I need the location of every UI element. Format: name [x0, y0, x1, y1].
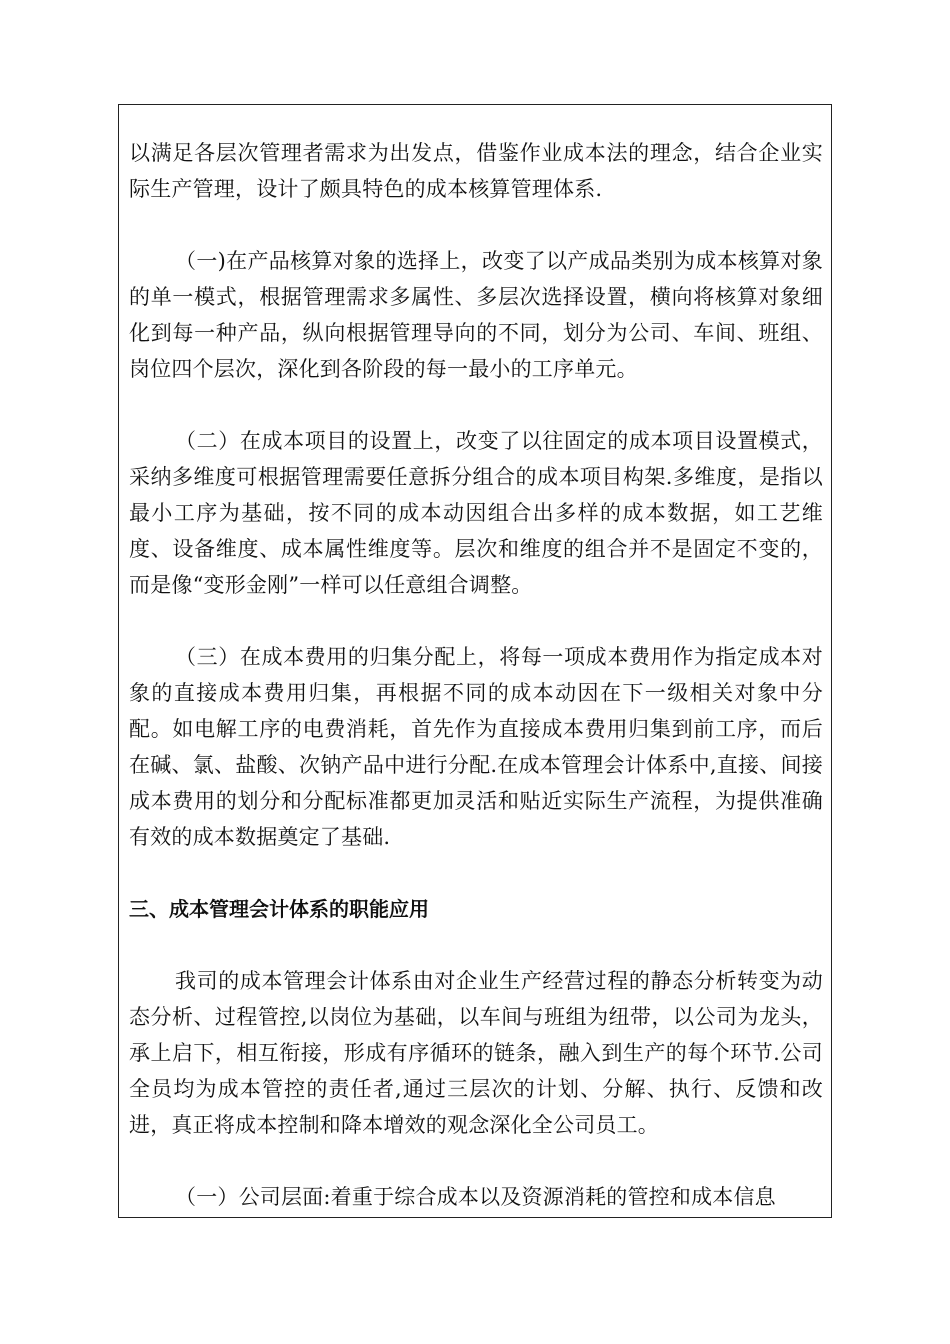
paragraph-cost-allocation: （三）在成本费用的归集分配上，将每一项成本费用作为指定成本对象的直接成本费用归集，再根据不同的成本动因在下一级相关对象中分配。如电解工序的电费消耗，首先作为直接成本费用归集到前工序，而后在碱、氯、盐酸、次钠产品中进行分配.在成本管理会计体系中,直接、间接成本费用的划分和分配标准都更加灵活和贴近实际生产流程，为提供准确有效的成本数据奠定了基础.	[129, 645, 823, 849]
paragraph-gap	[129, 387, 823, 423]
paragraph-product-objects: （一)在产品核算对象的选择上，改变了以产成品类别为成本核算对象的单一模式，根据管理需求多属性、多层次选择设置，横向将核算对象细化到每一种产品，纵向根据管理导向的不同，划分为公司、车间、班组、岗位四个层次，深化到各阶段的每一最小的工序单元。	[129, 249, 823, 381]
paragraph-functional-application: 我司的成本管理会计体系由对企业生产经营过程的静态分析转变为动态分析、过程管控,以岗位为基础，以车间与班组为纽带，以公司为龙头，承上启下，相互衔接，形成有序循环的链条，融入到生产的每个环节.公司全员均为成本管控的责任者,通过三层次的计划、分解、执行、反馈和改进，真正将成本控制和降本增效的观念深化全公司员工。	[129, 969, 823, 1137]
paragraph-gap	[129, 927, 823, 963]
paragraph-gap	[129, 855, 823, 891]
document-content	[129, 135, 823, 1215]
document-frame	[118, 104, 832, 1218]
intro-paragraph: 以满足各层次管理者需求为出发点，借鉴作业成本法的理念，结合企业实际生产管理，设计了颇具特色的成本核算管理体系.	[129, 141, 823, 201]
paragraph-cost-items: （二）在成本项目的设置上，改变了以往固定的成本项目设置模式，采纳多维度可根据管理需要任意拆分组合的成本项目构架.多维度，是指以最小工序为基础，按不同的成本动因组合出多样的成本数据，如工艺维度、设备维度、成本属性维度等。层次和维度的组合并不是固定不变的，而是像“变形金刚”一样可以任意组合调整。	[129, 429, 823, 597]
section-heading: 三、成本管理会计体系的职能应用	[129, 897, 429, 921]
paragraph-gap	[129, 603, 823, 639]
paragraph-company-level: （一）公司层面:着重于综合成本以及资源消耗的管控和成本信息	[175, 1185, 776, 1209]
paragraph-gap	[129, 1143, 823, 1179]
paragraph-gap	[129, 207, 823, 243]
